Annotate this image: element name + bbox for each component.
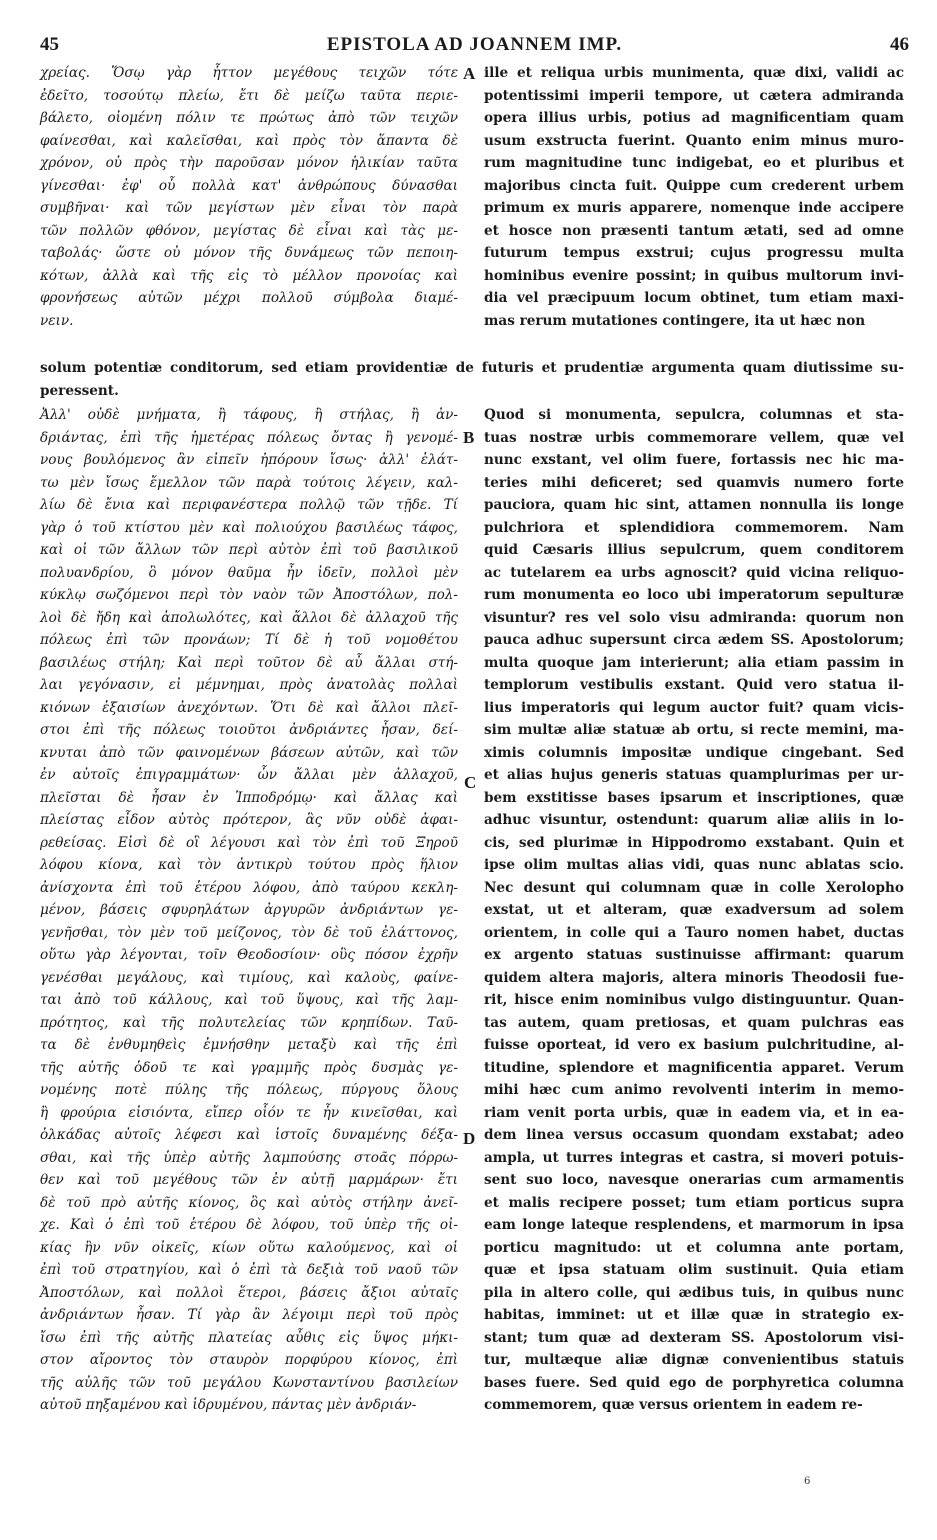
text-line: primum ex muris apparere, nomenque inde accipere (484, 200, 904, 216)
text-line: tur, multæque aliæ dignæ convenientibus statuis (484, 1352, 904, 1368)
text-line: λόφου κίονα, καὶ τὸν ἀντικρὺ τούτου πρὸς ἥλιον (40, 857, 458, 873)
text-line: futurum tempus exstrui; cujus progressu multa (484, 245, 904, 261)
text-line: multa quoque jam interierunt; alia etiam passim in (484, 654, 904, 671)
text-line: ἀνίσχοντα ἐπὶ τοῦ ἑτέρου λόφου, ἀπὸ ταύρου κεκλη- (40, 879, 458, 896)
text-line: fuisse oporteat, id vero ex basium pulchritudine, al- (484, 1037, 904, 1053)
text-line: teries mihi deficeret; sed quamvis numero forte (484, 474, 904, 491)
text-line: peressent. (40, 382, 119, 399)
text-line: δριάντας, ἐπὶ τῆς ἡμετέρας πόλεως ὄντας ἢ γενομέ- (40, 429, 458, 446)
text-line: πρότητος, καὶ τῆς πολυτελείας τῶν κρηπίδων. Ταῦ- (40, 1014, 458, 1031)
text-line: rum monumenta eo loco ubi imperatorum sepulturæ (484, 587, 904, 603)
text-line: adhuc visuntur, ostendunt: quarum aliæ aliis in lo- (484, 812, 904, 828)
text-line: νους βουλόμενος ἂν εἰπεῖν ἠπόρουν ἴσως· ἀλλ' ἐλάτ- (40, 452, 458, 468)
full-width-latin-continuation (40, 357, 904, 402)
text-line: commemorem, quæ versus orientem in eadem re- (484, 1397, 863, 1413)
text-line: visuntur? res vel solo visu admiranda: quorum non (484, 609, 904, 626)
text-line: ἐδεῖτο, τοσούτῳ πλείω, ἔτι δὲ μείζω ταῦτα περιε- (40, 87, 458, 104)
text-line: πολυανδρίου, ὃ μόνον θαῦμα ἦν ἰδεῖν, πολλοὶ μὲν (40, 564, 458, 581)
text-line: πλείστας εἶδον αὐτὸς πρότερον, ἃς νῦν οὐδὲ ἀφαι- (40, 812, 458, 828)
text-line: ampla, ut turres integras et castra, si moveri potuis- (484, 1149, 904, 1166)
text-line: orientem, in colle qui a Tauro nomen habet, ductas (484, 924, 904, 941)
text-line: ἢ φρούρια εἰσιόντα, εἴπερ οἷόν τε ἦν κινεῖσθαι, καὶ (40, 1104, 458, 1121)
text-line: ximis columnis impositæ undique cingebant. Sed (484, 744, 904, 761)
text-line: βάλετο, οἰομένη πόλιν τε πρώτως ἀπὸ τῶν τειχῶν (40, 110, 458, 126)
text-line: Nec desunt qui columnam quæ in colle Xerolopho (484, 879, 904, 896)
text-line: bem exstitisse bases ipsarum et inscriptiones, quæ (484, 789, 904, 806)
page-header (40, 34, 909, 58)
text-line: mihi hæc cum animo revolventi interim in memo- (484, 1082, 904, 1098)
text-line: exstat, ut et alteram, quæ exadversum ad solem (484, 902, 904, 918)
text-line: μένον, βάσεις σφυρηλάτων ἀργυρῶν ἀνδριάντων γε- (40, 902, 458, 918)
text-line: ille et reliqua urbis munimenta, quæ dixi, validi ac (484, 65, 904, 81)
text-line: βασιλέως στήλη; Καὶ περὶ τοῦτον δὲ αὖ ἄλλαι στή- (40, 654, 458, 671)
text-line: κιόνων ἐξαισίων ἀνεχόντων. Ὅτι δὲ καὶ ἄλλοι πλεῖ- (40, 699, 458, 716)
latin-column-top (484, 62, 904, 332)
text-line: θεν καὶ τοῦ μεγέθους τῶν ἐν αὐτῇ μαρμάρων· ἔτι (40, 1172, 458, 1188)
page-number-right: 46 (890, 34, 909, 55)
text-line: et hosce non præsenti tantum ætati, sed ad omne (484, 222, 904, 239)
text-line: ipse olim multas alias vidi, quas nunc ablatas scio. (484, 857, 904, 873)
text-line: ὁλκάδας αὐτοῖς λέφεσι καὶ ἱστοῖς δυναμένης δέξα- (40, 1127, 458, 1143)
text-line: bases fuere. Sed quid ego de porphyretica columna (484, 1374, 904, 1391)
text-line: lius imperatoris qui legum auctor fuit? quam vicis- (484, 699, 904, 716)
running-title: EPISTOLA AD JOANNEM IMP. (326, 34, 623, 55)
text-line: ac tutelarem ea urbs agnoscit? quid vicina reliquo- (484, 564, 904, 581)
text-line: rum magnitudine tunc indigebat, eo et pluribus et (484, 155, 904, 171)
text-line: κίας ἣν νῦν οἰκεῖς, κίων οὕτω καλούμενος, καὶ οἱ (40, 1239, 458, 1256)
latin-column-main (484, 404, 904, 1417)
text-line: χρόνον, οὐ πρὸς τὴν παροῦσαν μόνον ἡλικίαν ταῦτα (40, 155, 458, 171)
text-line: κύκλῳ σωζόμενοι περὶ τὸν ναὸν τῶν Ἀποστόλων, πολ- (40, 587, 458, 603)
text-line: titudine, splendore et magnificentia apparet. Verum (484, 1059, 904, 1076)
text-line: mas rerum mutationes contingere, ita ut hæc non (484, 312, 866, 329)
text-line: ἐπὶ τοῦ στρατηγίου, καὶ ὁ ἐπὶ τὰ δεξιὰ τοῦ ναοῦ τῶν (40, 1262, 458, 1278)
text-line: usum exstructa fuerint. Quanto enim minus muro- (484, 132, 904, 149)
text-line: ἐν αὐτοῖς ἐπιγραμμάτων· ὧν ἄλλαι μὲν ἀλλαχοῦ, (40, 767, 458, 783)
text-line: Ἀλλ' οὐδὲ μνήματα, ἢ τάφους, ἢ στήλας, ἢ ἀν- (40, 407, 458, 423)
text-line: pila in altero colle, qui ædibus tuis, in quibus nunc (484, 1284, 904, 1301)
text-line: eam longe lateque resplendens, et marmorum in ipsa (484, 1217, 904, 1233)
text-line: dia vel præcipuum locum obtinet, tum etiam maxi- (484, 290, 904, 306)
text-line: quæ et ipsa statuam olim sustinuit. Quia etiam (484, 1262, 904, 1278)
text-line: χρείας. Ὅσῳ γὰρ ἧττον μεγέθους τειχῶν τότε (40, 65, 458, 81)
text-line: γίνεσθαι· ἐφ' οὗ πολλὰ κατ' ἀνθρώπους δύνασθαι (40, 177, 458, 194)
text-line: τω μὲν ἴσως ἔμελλον τῶν παρὰ τούτοις λέγειν, καλ- (40, 474, 458, 491)
text-line: templorum vestibulis exstant. Quid vero statua il- (484, 677, 904, 693)
text-line: tuas nostræ urbis commemorare vellem, quæ vel (484, 429, 904, 446)
text-line: hominibus evenire possint; in quibus multorum invi- (484, 267, 904, 284)
text-line: cis, sed plurimæ in Hippodromo exstabant. Quin et (484, 834, 904, 851)
text-line: ex argento statuas sustinuisse affirmant: quarum (484, 947, 904, 963)
text-line: tas autem, quam pretiosas, et quam pulchras eas (484, 1014, 904, 1031)
text-line: γενῆσθαι, τὸν μὲν τοῦ μείζονος, τὸν δὲ τοῦ ἐλάττονος, (40, 924, 458, 941)
greek-column-top (40, 62, 458, 332)
text-line: νειν. (40, 312, 74, 329)
text-line: δὲ τοῦ πρὸ αὐτῆς κίονος, ὃς καὶ αὐτὸς στήλην ἀνεῖ- (40, 1194, 458, 1211)
greek-column-main (40, 404, 458, 1417)
text-line: dem linea versus occasum quondam exstabat; adeo (484, 1127, 904, 1143)
text-line: πόλεως ἐπὶ τῶν προνάων; Τί δὲ ἡ τοῦ νομοθέτου (40, 632, 458, 648)
text-line: stant; tum quæ ad dexteram SS. Apostolorum visi- (484, 1329, 904, 1346)
text-line: τα δὲ ἐνθυμηθεὶς ἐμνήσθην μεταξὺ καὶ τῆς ἐπὶ (40, 1037, 458, 1053)
text-line: φαίνεσθαι, καὶ καλεῖσθαι, καὶ πρὸς τὸν ἅπαντα δὲ (40, 132, 458, 149)
text-line: γενέσθαι μεγάλους, καὶ τιμίους, καὶ καλοὺς, φαίνε- (40, 969, 458, 986)
text-line: habitas, imminet: ut et illæ quæ in strategio ex- (484, 1307, 904, 1323)
text-line: Quod si monumenta, sepulcra, columnas et sta- (484, 407, 904, 423)
text-line: στοι ἐπὶ τῆς πόλεως τοιοῦτοι ἀνδριάντες ἦσαν, δεί- (40, 722, 458, 738)
text-line: quidem altera majoris, altera minoris Theodosii fue- (484, 969, 904, 986)
text-line: rit, hisce enim nominibus vulgo distinguuntur. Quan- (484, 992, 904, 1008)
text-line: κνυται ἀπὸ τῶν φαινομένων βάσεων αὐτῶν, καὶ τῶν (40, 744, 458, 761)
signature-mark: 6 (804, 1476, 811, 1487)
text-line: φρονήσεως αὐτῶν μέχρι πολλοῦ σύμβολα διαμέ- (40, 290, 458, 306)
section-marker-d: D (463, 1129, 476, 1148)
text-line: στον αἴροντος τὸν σταυρὸν πορφύρου κίονος, ἐπὶ (40, 1352, 458, 1368)
text-line: τῆς αὐτῆς ὁδοῦ τε καὶ γραμμῆς πρὸς δυσμὰς γε- (40, 1059, 458, 1076)
text-line: pulchriora et splendidiora commemorem. Nam (484, 519, 904, 536)
text-line: ἀνδριάντων ἦσαν. Τί γὰρ ἂν λέγοιμι περὶ τοῦ πρὸς (40, 1307, 458, 1323)
text-line: porticu magnitudo: ut et columna ante portam, (484, 1239, 904, 1256)
section-marker-b: B (463, 428, 475, 447)
text-line: pauca adhuc supersunt circa ædem SS. Apostolorum; (484, 632, 904, 648)
text-line: οὕτω γὰρ λέγονται, τοῖν Θεοδοσίοιν· οὓς πόσον ἐχρῆν (40, 947, 458, 963)
text-line: κότων, ἀλλὰ καὶ τῆς εἰς τὸ μέλλον προνοίας καὶ (40, 267, 458, 284)
text-line: quid Cæsaris illius sepulcrum, quem conditorem (484, 542, 904, 558)
text-line: συμβῆναι· καὶ τῶν μεγίστων μὲν εἶναι τὸν παρὰ (40, 200, 458, 216)
text-line: pauciora, quam hic sint, attamen nonnulla iis longe (484, 497, 904, 513)
text-line: λίω δὲ ἔνια καὶ περιφανέστερα πολλῷ τῶν τῇδε. Τί (40, 497, 458, 513)
text-line: τῆς αὐλῆς τῶν τοῦ μεγάλου Κωνσταντίνου βασιλείων (40, 1374, 458, 1391)
text-line: nunc exstant, vel olim fuere, fortassis nec hic ma- (484, 452, 904, 468)
text-line: ρεθείσας. Εἰσὶ δὲ οἳ λέγουσι καὶ τὸν ἐπὶ τοῦ Ξηροῦ (40, 834, 458, 851)
text-line: γὰρ ὁ τοῦ κτίστου μὲν καὶ πολιούχου βασιλέως τάφος, (40, 519, 458, 536)
text-line: καὶ οἱ τῶν ἄλλων τῶν περὶ αὐτὸν ἐπὶ τοῦ βασιλικοῦ (40, 542, 458, 558)
text-line: opera illius urbis, potius ad magnificentiam quam (484, 110, 904, 126)
page-number-left: 45 (40, 34, 59, 55)
text-line: riam venit porta urbis, quæ in eadem via, et in ea- (484, 1104, 904, 1121)
text-line: ταβολάς· ὥστε οὐ μόνον τῆς δυνάμεως τῶν πεποιη- (40, 245, 458, 261)
text-line: λαι γεγόνασιν, εἰ μέμνημαι, πρὸς ἀνατολὰς πολλαὶ (40, 677, 458, 693)
text-line: αὐτοῦ πηξαμένου καὶ ἱδρυμένου, πάντας μὲν ἀνδριάν- (40, 1397, 417, 1413)
text-line: νομένης ποτὲ πύλης τῆς πόλεως, πύργους ὅλους (40, 1082, 458, 1098)
text-line: et malis recipere posset; tum etiam porticus supra (484, 1194, 904, 1211)
text-line: sent suo loco, navesque onerarias cum armamentis (484, 1172, 904, 1188)
text-line: ἴσω ἐπὶ τῆς αὐτῆς πλατείας αὖθις εἰς ὕψος μήκι- (40, 1329, 458, 1346)
section-marker-a: A (463, 64, 476, 83)
text-line: et alias hujus generis statuas quamplurimas per ur- (484, 767, 904, 783)
text-line: χε. Καὶ ὁ ἐπὶ τοῦ ἑτέρου δὲ λόφου, τοῦ ὑπὲρ τῆς οἰ- (40, 1217, 458, 1233)
text-line: Ἀποστόλων, καὶ πολλοὶ ἕτεροι, βάσεις ἄξιοι αὐταῖς (40, 1284, 458, 1301)
text-line: potentissimi imperii tempore, ut cætera admiranda (484, 87, 904, 104)
text-line: σθαι, καὶ τῆς ὑπὲρ αὐτῆς λαμπούσης στοᾶς πόρρω- (40, 1149, 458, 1166)
text-line: πλεῖσται δὲ ἦσαν ἐν Ἱπποδρόμῳ· καὶ ἄλλας καὶ (40, 789, 458, 806)
text-line: λοὶ δὲ ἤδη καὶ ἀπολωλότες, καὶ ἄλλοι δὲ ἀλλαχοῦ τῆς (40, 609, 458, 626)
text-line: solum potentiæ conditorum, sed etiam providentiæ de futuris et prudentiæ argumenta quam diutissime su- (40, 360, 904, 376)
section-marker-c: C (464, 773, 477, 792)
text-line: ται ἀπὸ τοῦ κάλλους, καὶ τοῦ ὕψους, καὶ τῆς λαμ- (40, 992, 458, 1008)
text-line: majoribus cincta fuit. Quippe cum crederent urbem (484, 177, 904, 194)
text-line: τῶν πολλῶν φθόνον, μεγίστας δὲ εἶναι καὶ τὰς με- (40, 222, 458, 239)
text-line: sim multæ aliæ statuæ ab ortu, si recte memini, ma- (484, 722, 904, 738)
